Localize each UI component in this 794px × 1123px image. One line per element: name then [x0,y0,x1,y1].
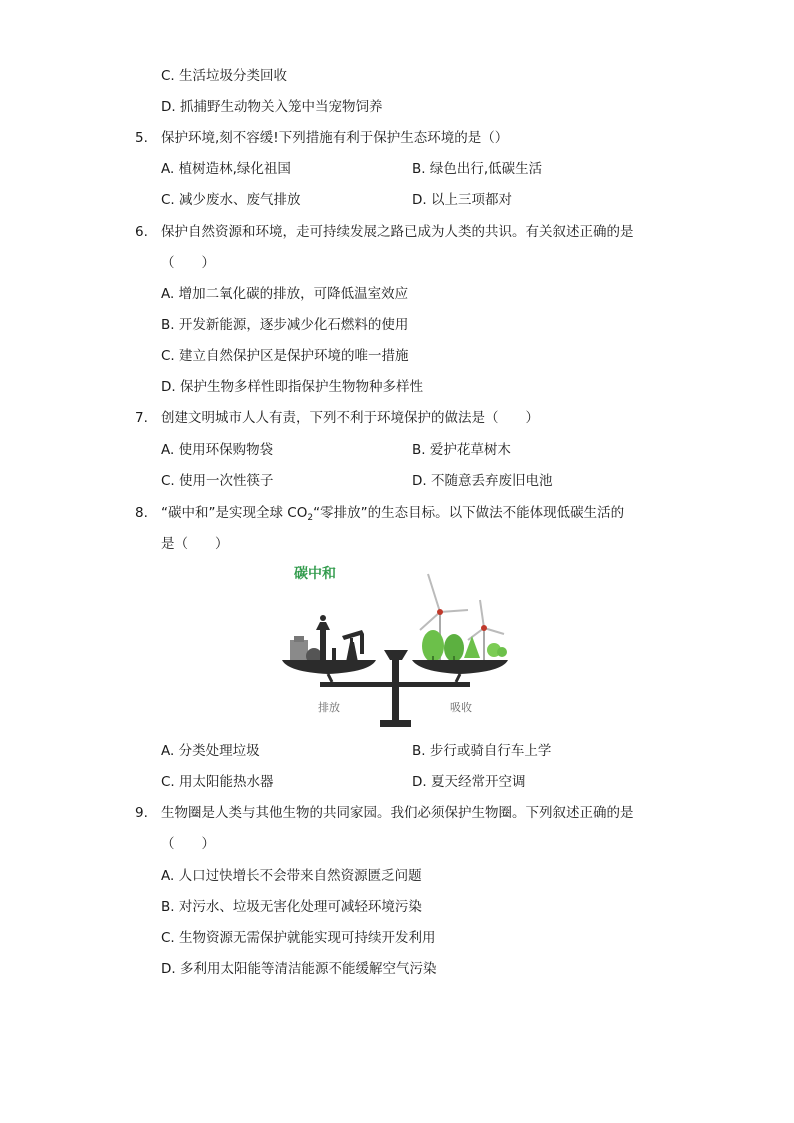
q9-option-d: D. 多利用太阳能等清洁能源不能缓解空气污染 [161,961,437,977]
q5-option-d: D. 以上三项都对 [412,192,512,208]
q4-option-d: D. 抓捕野生动物关入笼中当宠物饲养 [161,99,383,115]
q8-text-line2: 是（ ） [161,536,229,552]
q8-text [161,504,624,527]
q5-text: 保护环境,刻不容缓!下列措施有利于保护生态环境的是（） [161,130,509,146]
q6-number: 6. [135,224,148,240]
q9-number: 9. [135,805,148,821]
q7-option-b: B. 爱护花草树木 [412,442,511,458]
q6-option-a: A. 增加二氧化碳的排放，可降低温室效应 [161,286,409,302]
q4-option-c: C. 生活垃圾分类回收 [161,68,288,84]
figure-left-label: 排放 [318,701,340,714]
co2-subscript: 2 [307,513,314,523]
q7-number: 7. [135,410,148,426]
q6-text: 保护自然资源和环境，走可持续发展之路已成为人类的共识。有关叙述正确的是 [161,224,634,240]
balance-scale-icon [282,650,508,727]
q7-option-d: D. 不随意丢弃废旧电池 [412,473,553,489]
q5-number: 5. [135,130,148,146]
q5-option-a: A. 植树造林,绿化祖国 [161,161,291,177]
absorption-trees-icon [420,574,507,664]
q6-option-c: C. 建立自然保护区是保护环境的唯一措施 [161,348,409,364]
q6-option-d: D. 保护生物多样性即指保护生物物种多样性 [161,379,423,395]
q7-option-c: C. 使用一次性筷子 [161,473,274,489]
figure-title: 碳中和 [294,566,336,582]
q8-text-part2: “零排放”的生态目标。以下做法不能体现低碳生活的 [313,505,625,521]
q9-option-b: B. 对污水、垃圾无害化处理可减轻环境污染 [161,899,422,915]
q8-option-d: D. 夏天经常开空调 [412,774,526,790]
q9-text: 生物圈是人类与其他生物的共同家园。我们必须保护生物圈。下列叙述正确的是 [161,805,634,821]
q7-text: 创建文明城市人人有责，下列不利于环境保护的做法是（ ） [161,410,539,426]
q8-number: 8. [135,505,148,521]
q8-option-b: B. 步行或骑自行车上学 [412,743,552,759]
q8-option-c: C. 用太阳能热水器 [161,774,274,790]
q9-option-a: A. 人口过快增长不会带来自然资源匮乏问题 [161,868,422,884]
q8-option-a: A. 分类处理垃圾 [161,743,260,759]
q9-answer-blank: （ ） [161,836,215,852]
emission-sources-icon [290,615,364,664]
q6-option-b: B. 开发新能源，逐步减少化石燃料的使用 [161,317,409,333]
q5-option-c: C. 减少废水、废气排放 [161,192,301,208]
q7-option-a: A. 使用环保购物袋 [161,442,274,458]
q5-option-b: B. 绿色出行,低碳生活 [412,161,543,177]
q9-option-c: C. 生物资源无需保护就能实现可持续开发利用 [161,930,436,946]
q8-text-part1: “碳中和”是实现全球 CO [161,505,308,521]
carbon-neutral-balance-figure [280,560,512,732]
figure-right-label: 吸收 [450,701,472,714]
q6-answer-blank: （ ） [161,255,215,271]
